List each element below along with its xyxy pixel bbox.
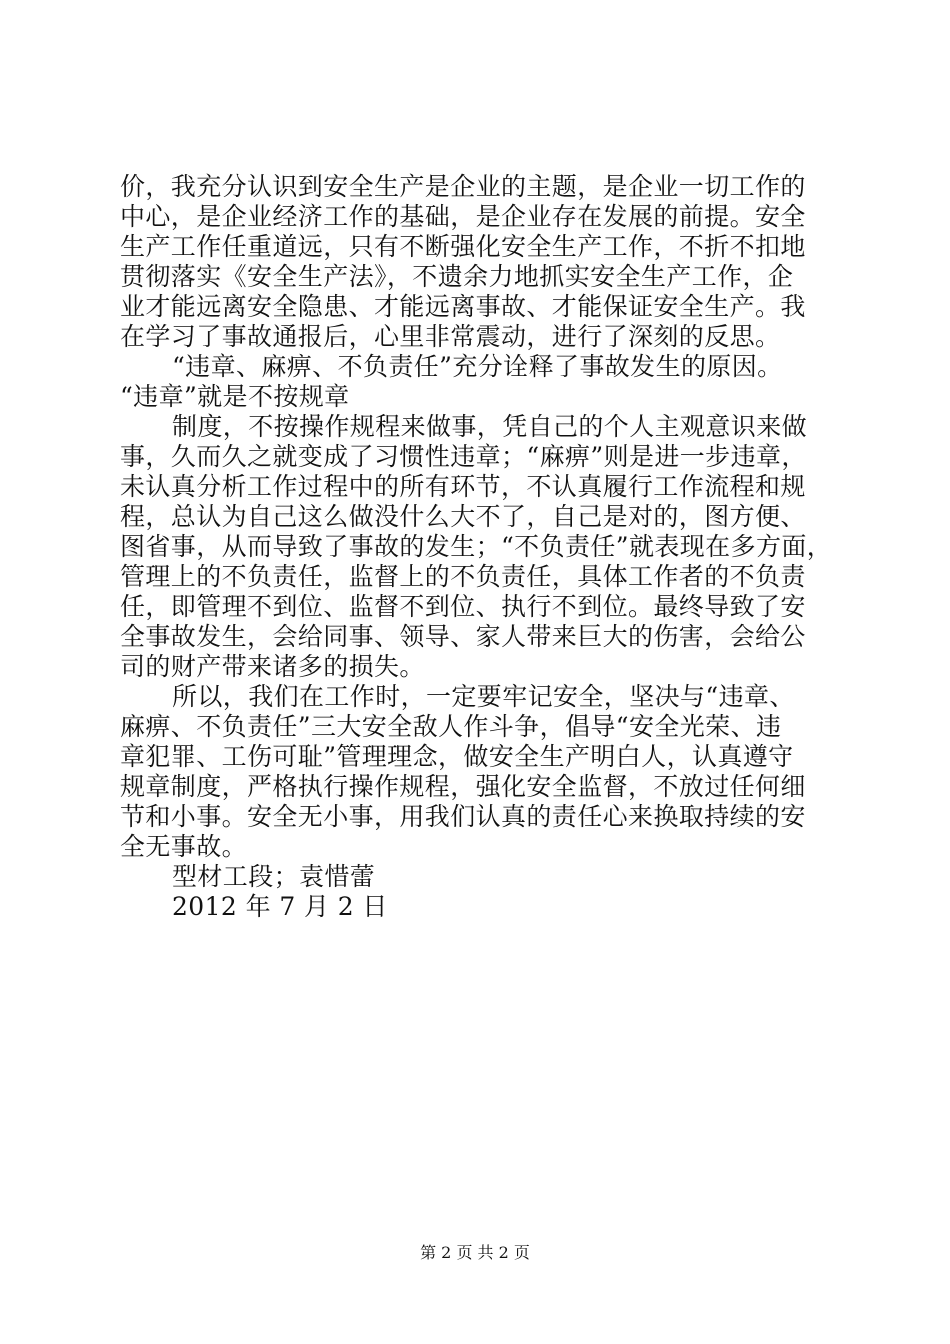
- signature-line: 型材工段；袁惜蕾: [172, 862, 376, 891]
- text-line: 业才能远离安全隐患、才能远离事故、才能保证安全生产。我: [120, 292, 806, 321]
- document-body: [120, 172, 840, 922]
- text-line: 事，久而久之就变成了习惯性违章；“麻痹”则是进一步违章，: [120, 442, 807, 471]
- text-line: 麻痹、不负责任”三大安全敌人作斗争，倡导“安全光荣、违: [120, 712, 782, 741]
- text-line: 未认真分析工作过程中的所有环节，不认真履行工作流程和规: [120, 472, 806, 501]
- text-line: 生产工作任重道远，只有不断强化安全生产工作，不折不扣地: [120, 232, 806, 261]
- text-line: 章犯罪、工伤可耻”管理理念，做安全生产明白人，认真遵守: [120, 742, 794, 771]
- text-line: 贯彻落实《安全生产法》，不遗余力地抓实安全生产工作，企: [120, 262, 794, 291]
- text-line: 价，我充分认识到安全生产是企业的主题，是企业一切工作的: [120, 172, 806, 201]
- text-line: 中心，是企业经济工作的基础，是企业存在发展的前提。安全: [120, 202, 806, 231]
- text-line: 司的财产带来诸多的损失。: [120, 652, 425, 681]
- date-line: 2012 年 7 月 2 日: [172, 892, 388, 921]
- text-line: 全事故发生，会给同事、领导、家人带来巨大的伤害，会给公: [120, 622, 806, 651]
- text-line: “违章、麻痹、不负责任”充分诠释了事故发生的原因。: [172, 352, 783, 381]
- text-line: 程，总认为自己这么做没什么大不了，自己是对的，图方便、: [120, 502, 806, 531]
- page-number: 第 2 页 共 2 页: [420, 1243, 530, 1262]
- text-line: 任，即管理不到位、监督不到位、执行不到位。最终导致了安: [120, 592, 806, 621]
- text-line: 在学习了事故通报后，心里非常震动，进行了深刻的反思。: [120, 322, 781, 351]
- text-line: 全无事故。: [120, 832, 248, 861]
- text-line: 管理上的不负责任，监督上的不负责任，具体工作者的不负责: [120, 562, 806, 591]
- text-line: 图省事，从而导致了事故的发生；“不负责任”就表现在多方面，: [120, 532, 833, 561]
- text-line: 制度，不按操作规程来做事，凭自己的个人主观意识来做: [172, 412, 808, 441]
- text-line: 规章制度，严格执行操作规程，强化安全监督，不放过任何细: [120, 772, 806, 801]
- text-line: 节和小事。安全无小事，用我们认真的责任心来换取持续的安: [120, 802, 806, 831]
- text-line: 所以，我们在工作时，一定要牢记安全，坚决与“违章、: [172, 682, 795, 711]
- text-line: “违章”就是不按规章: [120, 382, 350, 411]
